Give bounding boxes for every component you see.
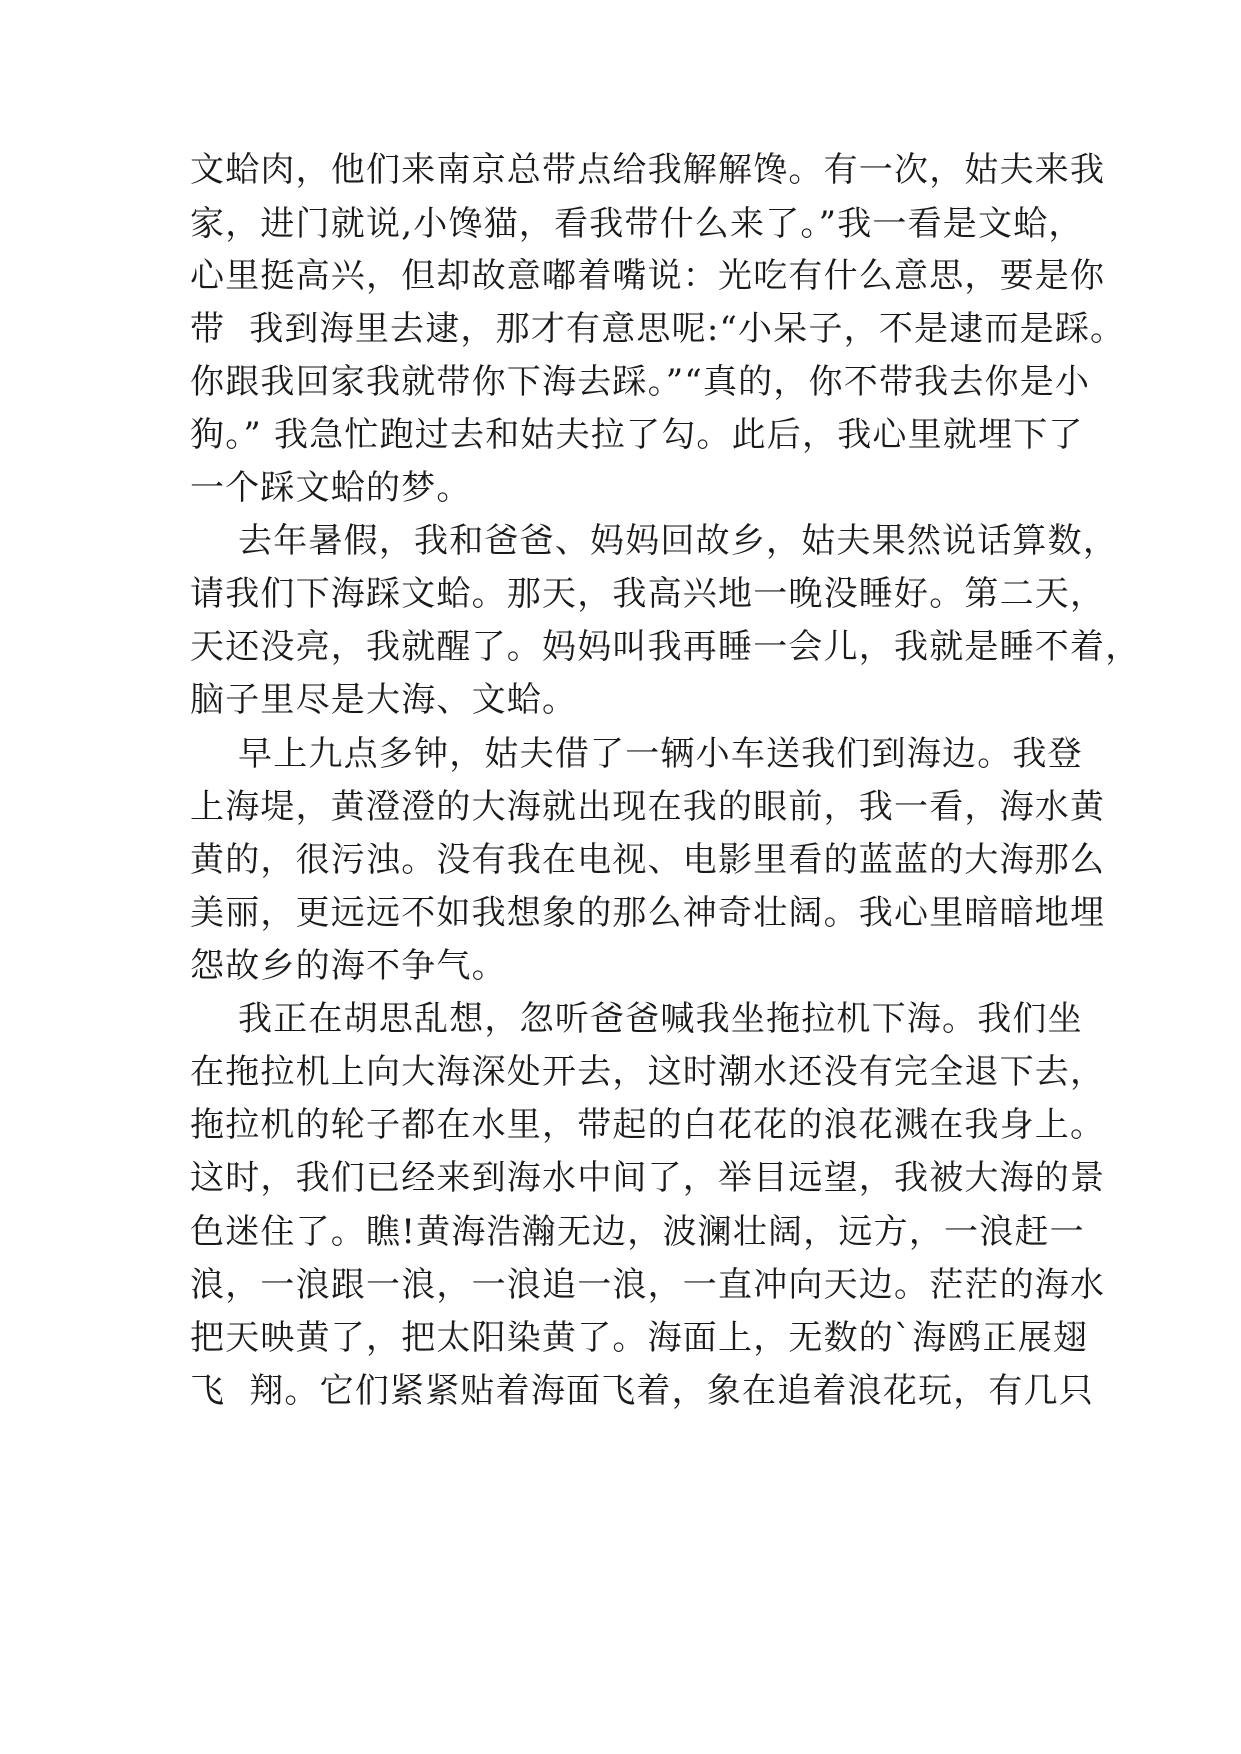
text-line: 心里挺高兴，但却故意嘟着嘴说：光吃有什么意思，要是你	[190, 256, 1106, 296]
text-line: 浪，一浪跟一浪，一浪追一浪，一直冲向天边。茫茫的海水	[190, 1265, 1106, 1305]
text-line: 带 我到海里去逮，那才有意思呢:“小呆子，不是逮而是踩。	[190, 309, 1126, 349]
text-line: 请我们下海踩文蛤。那天，我高兴地一晚没睡好。第二天，	[190, 574, 1106, 614]
text-line: 天还没亮，我就醒了。妈妈叫我再睡一会儿，我就是睡不着，	[190, 627, 1141, 667]
text-line: 早上九点多钟，姑夫借了一辆小车送我们到海边。我登	[190, 734, 1083, 774]
text-line: 色迷住了。瞧!黄海浩瀚无边，波澜壮阔，远方，一浪赶一	[190, 1212, 1085, 1252]
text-line: 一个踩文蛤的梦。	[190, 468, 472, 508]
text-line: 在拖拉机上向大海深处开去，这时潮水还没有完全退下去，	[190, 1052, 1106, 1092]
text-line: 把天映黄了，把太阳染黄了。海面上，无数的`海鸥正展翅	[190, 1318, 1089, 1358]
text-line: 黄的，很污浊。没有我在电视、电影里看的蓝蓝的大海那么	[190, 840, 1106, 880]
text-line: 你跟我回家我就带你下海去踩。”“真的，你不带我去你是小	[190, 362, 1091, 402]
text-line: 上海堤，黄澄澄的大海就出现在我的眼前，我一看，海水黄	[190, 787, 1106, 827]
text-line: 去年暑假，我和爸爸、妈妈回故乡，姑夫果然说话算数，	[190, 521, 1119, 561]
text-line: 狗。” 我急忙跑过去和姑夫拉了勾。此后，我心里就埋下了	[190, 415, 1084, 455]
text-line: 怨故乡的海不争气。	[190, 946, 507, 986]
text-line: 美丽，更远远不如我想象的那么神奇壮阔。我心里暗暗地埋	[190, 893, 1106, 933]
text-line: 文蛤肉，他们来南京总带点给我解解馋。有一次，姑夫来我	[190, 150, 1106, 190]
text-line: 拖拉机的轮子都在水里，带起的白花花的浪花溅在我身上。	[190, 1105, 1106, 1145]
text-line: 家，进门就说,小馋猫，看我带什么来了。”我一看是文蛤，	[190, 204, 1084, 244]
text-line: 脑子里尽是大海、文蛤。	[190, 680, 578, 720]
text-line: 飞 翔。它们紧紧贴着海面飞着，象在追着浪花玩，有几只	[190, 1371, 1095, 1411]
text-line: 我正在胡思乱想，忽听爸爸喊我坐拖拉机下海。我们坐	[190, 999, 1083, 1039]
text-line: 这时，我们已经来到海水中间了，举目远望，我被大海的景	[190, 1158, 1106, 1198]
